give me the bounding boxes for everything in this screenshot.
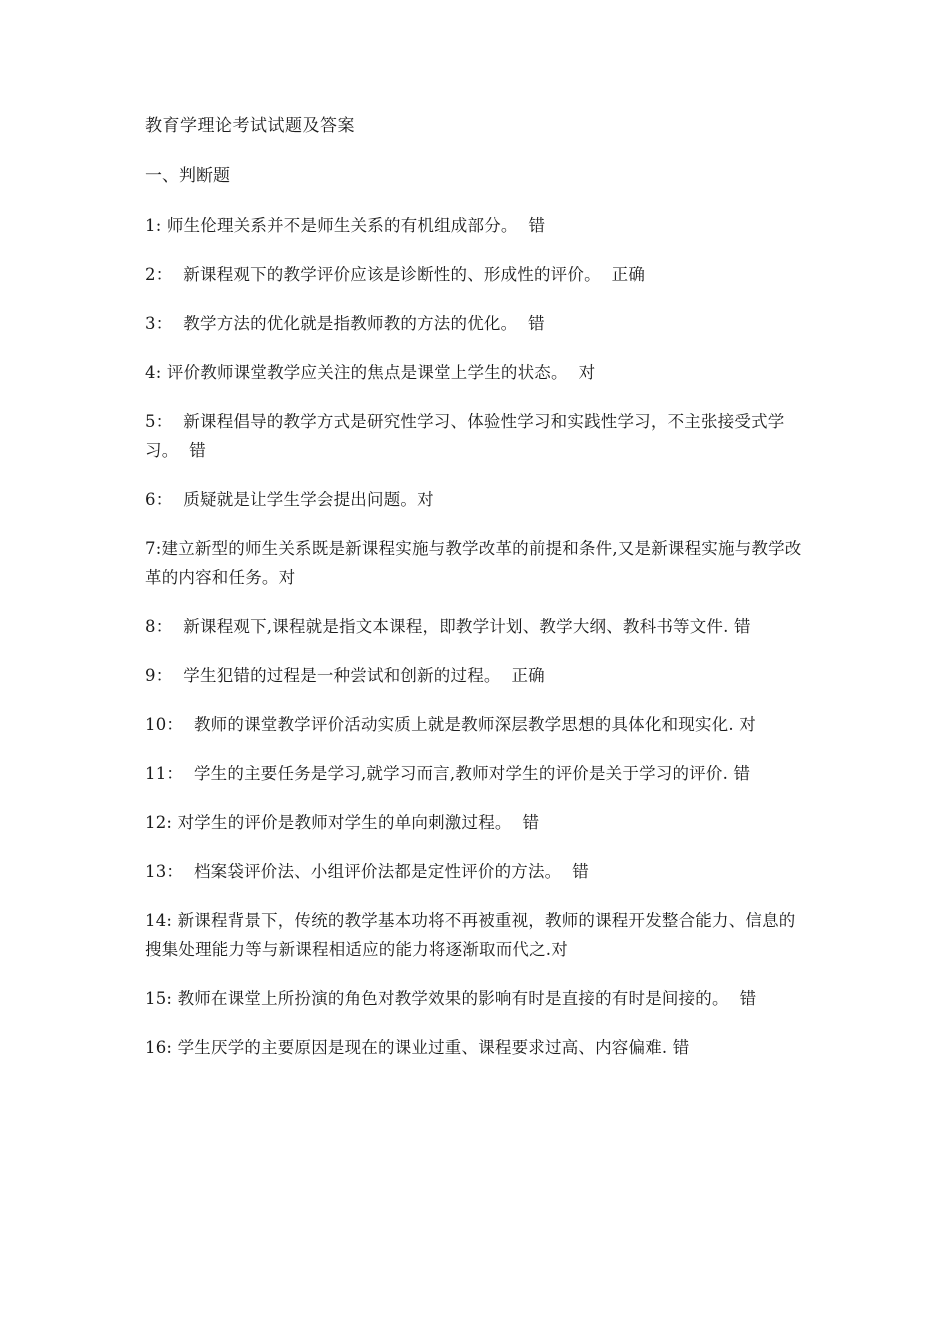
question-7: 7:建立新型的师生关系既是新课程实施与教学改革的前提和条件,又是新课程实施与教学改革的内容和任务。对 bbox=[145, 539, 802, 587]
document-title: 教育学理论考试试题及答案 bbox=[145, 116, 355, 136]
question-11: 11： 学生的主要任务是学习,就学习而言,教师对学生的评价是关于学习的评价. 错 bbox=[145, 764, 751, 783]
question-3: 3： 教学方法的优化就是指教师教的方法的优化。 错 bbox=[145, 314, 545, 333]
document-page bbox=[145, 112, 810, 1082]
question-9: 9： 学生犯错的过程是一种尝试和创新的过程。 正确 bbox=[145, 666, 545, 685]
question-8: 8： 新课程观下,课程就是指文本课程，即教学计划、教学大纲、教科书等文件. 错 bbox=[145, 617, 751, 636]
question-14: 14: 新课程背景下，传统的教学基本功将不再被重视，教师的课程开发整合能力、信息的搜集处理能力等与新课程相适应的能力将逐渐取而代之.对 bbox=[145, 911, 796, 959]
question-list bbox=[145, 211, 810, 1062]
question-2: 2： 新课程观下的教学评价应该是诊断性的、形成性的评价。 正确 bbox=[145, 265, 646, 284]
question-1: 1: 师生伦理关系并不是师生关系的有机组成部分。 错 bbox=[145, 216, 546, 235]
section-heading: 一、判断题 bbox=[145, 166, 230, 186]
question-13: 13： 档案袋评价法、小组评价法都是定性评价的方法。 错 bbox=[145, 862, 589, 881]
question-12: 12: 对学生的评价是教师对学生的单向刺激过程。 错 bbox=[145, 813, 540, 832]
question-6: 6： 质疑就是让学生学会提出问题。对 bbox=[145, 490, 434, 509]
question-10: 10： 教师的课堂教学评价活动实质上就是教师深层教学思想的具体化和现实化. 对 bbox=[145, 715, 756, 734]
question-15: 15: 教师在课堂上所扮演的角色对教学效果的影响有时是直接的有时是间接的。 错 bbox=[145, 989, 757, 1008]
question-4: 4: 评价教师课堂教学应关注的焦点是课堂上学生的状态。 对 bbox=[145, 363, 596, 382]
question-5: 5： 新课程倡导的教学方式是研究性学习、体验性学习和实践性学习，不主张接受式学习。 错 bbox=[145, 412, 785, 460]
question-16: 16: 学生厌学的主要原因是现在的课业过重、课程要求过高、内容偏难. 错 bbox=[145, 1038, 690, 1057]
